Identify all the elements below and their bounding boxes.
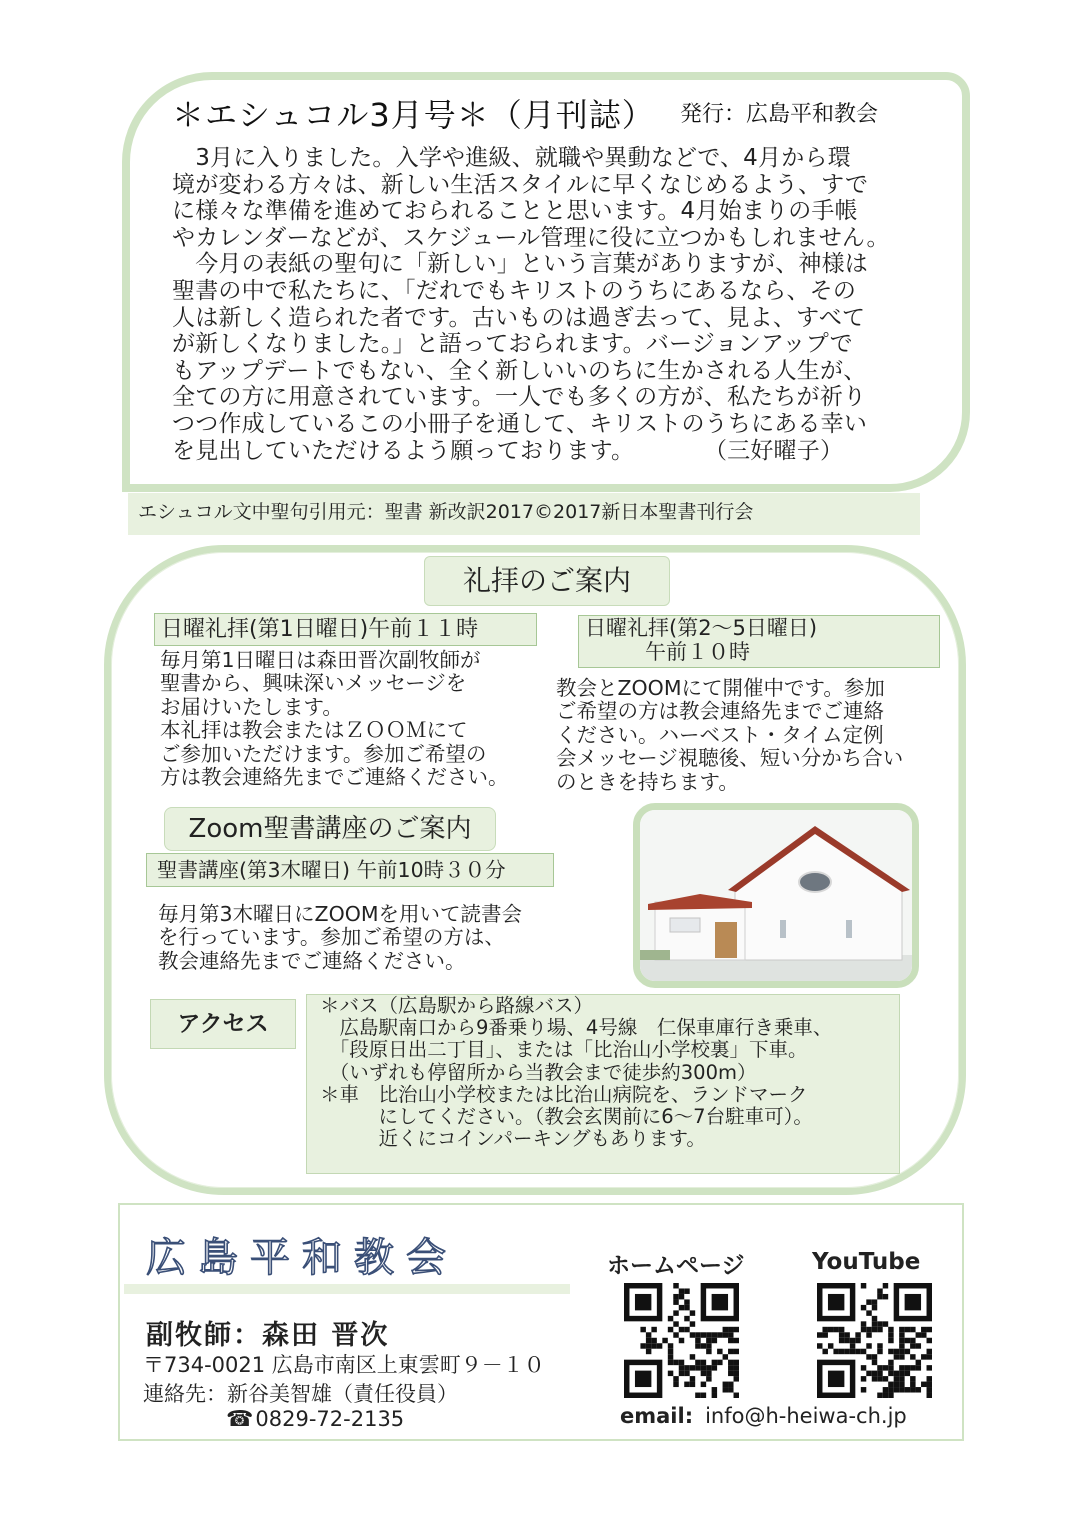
- text-line: 毎月第1日曜日は森田晋次副牧師が: [160, 648, 481, 672]
- newsletter-title: ＊エシュコル3月号＊（月刊誌）: [172, 96, 655, 134]
- body-line: に様々な準備を進めておられることと思います。4月始まりの手帳: [172, 198, 858, 225]
- phone-number: 0829-72-2135: [255, 1407, 405, 1431]
- body-line: を見出していただけるよう願っております。 （三好曜子）: [172, 437, 844, 464]
- name-underline: [124, 1284, 570, 1294]
- newsletter-body: [172, 145, 932, 464]
- access-line: 「段原日出二丁目」、または「比治山小学校裏」下車。: [320, 1038, 808, 1062]
- church-building-illustration: [640, 810, 912, 981]
- sunday1-label: 日曜礼拝(第1日曜日)午前１１時: [154, 613, 537, 646]
- youtube-label: YouTube: [812, 1249, 921, 1275]
- text-line: 方は教会連絡先までご連絡ください。: [160, 765, 509, 790]
- access-line: ＊車 比治山小学校または比治山病院を、ランドマーク: [320, 1082, 808, 1106]
- church-name: 広島平和教会: [146, 1235, 458, 1281]
- homepage-label: ホームページ: [607, 1253, 745, 1279]
- body-line: 境が変わる方々は、新しい生活スタイルに早くなじめるよう、すで: [172, 171, 869, 198]
- access-line: （いずれも停留所から当教会まで徒歩約300m）: [320, 1060, 757, 1084]
- zoom-heading: Zoom聖書講座のご案内: [164, 807, 496, 851]
- text-line: ご希望の方は教会連絡先までご連絡: [556, 699, 884, 724]
- text-line: 会メッセージ視聴後、短い分かち合い: [556, 746, 904, 771]
- sunday2-5-description: [556, 677, 903, 794]
- text-line: ご参加いただけます。参加ご希望の: [160, 741, 487, 766]
- youtube-qr-code-icon[interactable]: [817, 1283, 932, 1398]
- phone-number-row: [226, 1407, 404, 1432]
- church-photo: [633, 803, 919, 988]
- email-link[interactable]: info@h-heiwa-ch.jp: [705, 1404, 907, 1428]
- text-line: 聖書から、興味深いメッセージを: [160, 671, 467, 696]
- text-line: のときを持ちます。: [556, 769, 739, 794]
- homepage-qr-code-icon[interactable]: [624, 1283, 739, 1398]
- text-line: ください。ハーベスト・タイム定例: [556, 722, 884, 747]
- body-line: 今月の表紙の聖句に「新しい」という言葉がありますが、神様は: [172, 251, 868, 278]
- text-line: 毎月第3木曜日にZOOMを用いて読書会: [158, 902, 523, 926]
- access-label: アクセス: [150, 999, 296, 1049]
- access-directions: [320, 995, 832, 1150]
- body-line: 聖書の中で私たちに、「だれでもキリストのうちにあるなら、その: [172, 277, 857, 304]
- sunday1-description: [160, 649, 509, 789]
- body-line: つつ作成しているこの小冊子を通して、キリストのうちにある幸い: [172, 410, 868, 437]
- sunday2-5-title: 日曜礼拝(第2～5日曜日): [585, 616, 818, 640]
- body-line: やカレンダーなどが、スケジュール管理に役に立つかもしれません。: [172, 224, 890, 251]
- body-line: もアップデートでもない、全く新しいいのちに生かされる人生が、: [172, 357, 867, 384]
- text-line: 教会連絡先までご連絡ください。: [158, 948, 466, 973]
- body-line: が新しくなりました。」と語っておられます。バージョンアップで: [172, 331, 853, 358]
- body-line: 3月に入りました。入学や進級、就職や異動などで、4月から環: [172, 145, 851, 171]
- body-line: 人は新しく造られた者です。古いものは過ぎ去って、見よ、すべて: [172, 304, 866, 331]
- text-line: 本礼拝は教会またはＺＯＯＭにて: [160, 718, 468, 743]
- text-line: を行っています。参加ご希望の方は、: [158, 925, 505, 950]
- access-line: 近くにコインパーキングもあります。: [320, 1127, 706, 1151]
- body-line: 全ての方に用意されています。一人でも多くの方が、私たちが祈り: [172, 384, 867, 411]
- bible-citation: エシュコル文中聖句引用元：聖書 新改訳2017©2017新日本聖書刊行会: [138, 501, 754, 523]
- text-line: 教会とZOOMにて開催中です。参加: [556, 676, 885, 700]
- newsletter-publisher: 発行：広島平和教会: [680, 102, 879, 127]
- email-row: [620, 1404, 907, 1428]
- sunday2-5-label: [578, 615, 940, 668]
- worship-heading: 礼拝のご案内: [424, 556, 670, 606]
- access-line: 広島駅南口から9番乗り場、4号線 仁保車庫行き乗車、: [320, 1016, 833, 1040]
- text-line: お届けいたします。: [160, 694, 343, 719]
- sunday2-5-time: 午前１０時: [645, 640, 750, 664]
- phone-icon: ☎: [226, 1407, 254, 1432]
- assistant-pastor: 副牧師：森田 晋次: [146, 1320, 390, 1351]
- access-line: ＊バス（広島駅から路線バス）: [320, 994, 594, 1017]
- email-label: email:: [620, 1404, 694, 1428]
- contact-person: 連絡先：新谷美智雄（責任役員）: [143, 1382, 458, 1406]
- access-line: にしてください。（教会玄関前に6～7台駐車可）。: [320, 1105, 813, 1129]
- postal-address: 〒734-0021 広島市南区上東雲町９－１０: [143, 1353, 545, 1377]
- bible-class-label: 聖書講座(第3木曜日) 午前10時３０分: [146, 853, 554, 887]
- bible-class-description: [158, 903, 522, 973]
